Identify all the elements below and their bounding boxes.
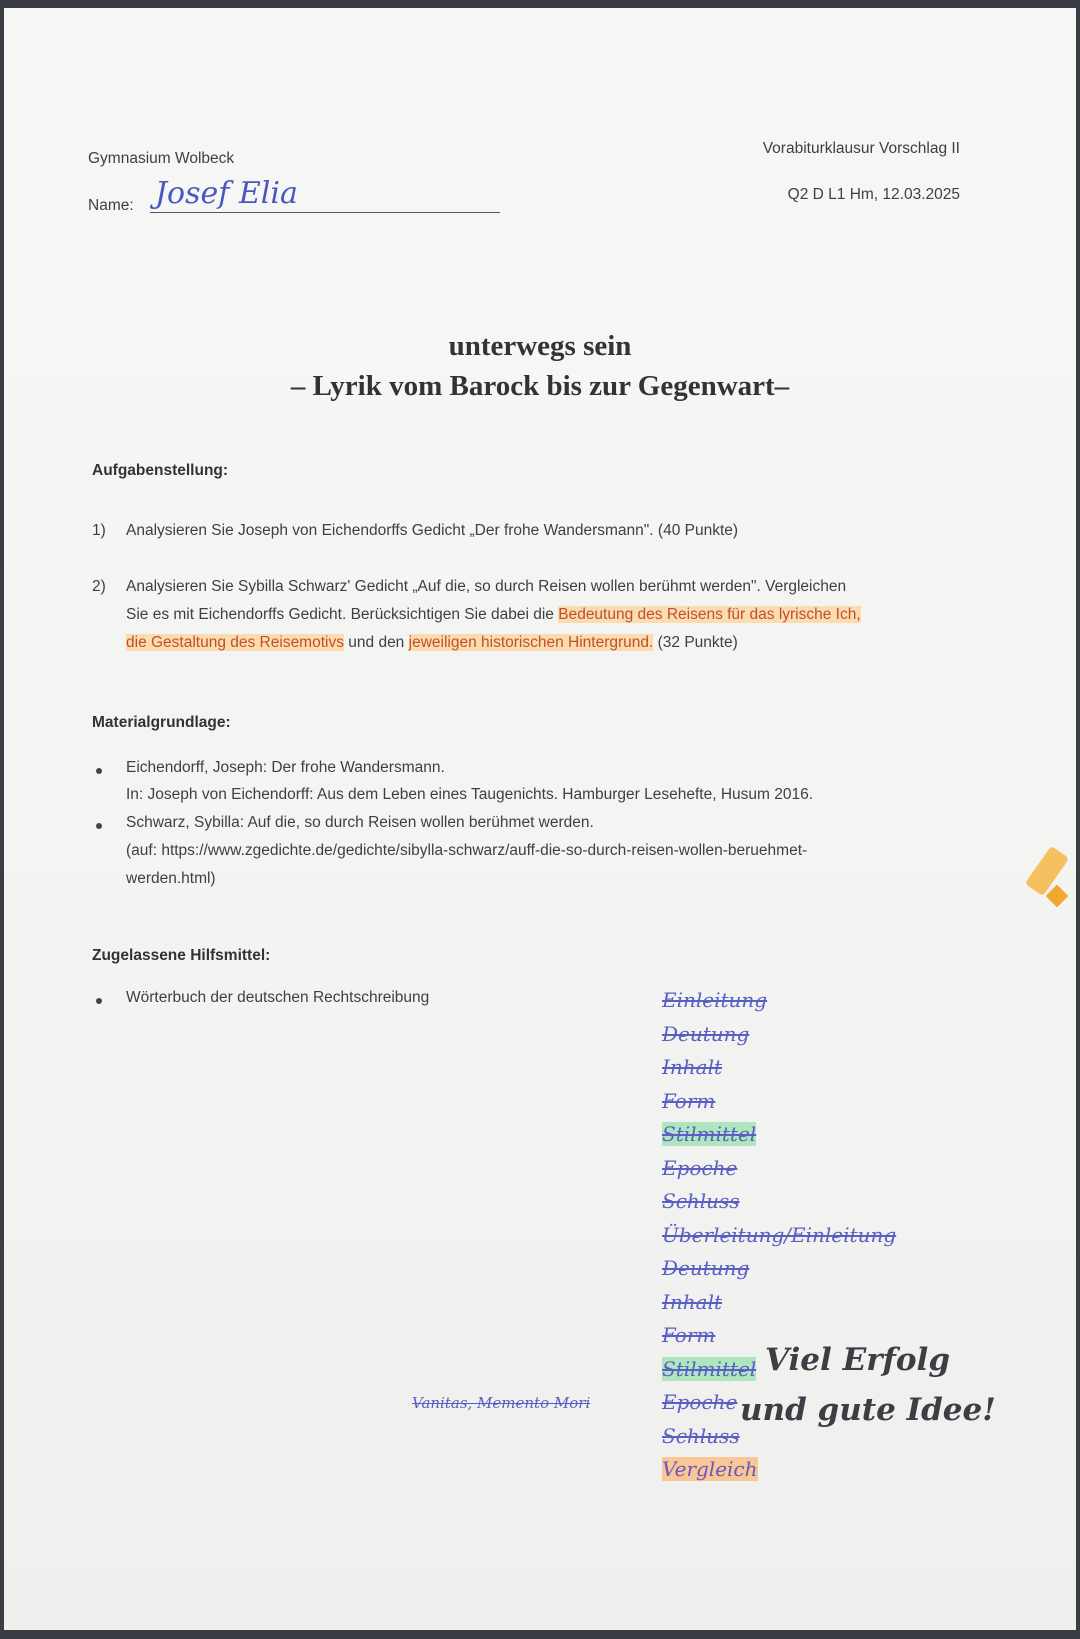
bullet-icon	[96, 768, 102, 774]
outline-item: Überleitung/Einleitung	[662, 1222, 897, 1247]
name-label: Name:	[88, 197, 134, 214]
task-2-line1: Analysieren Sie Sybilla Schwarz' Gedicht „Auf die, so durch Reisen wollen berühmt werden". Vergleichen	[126, 578, 847, 595]
task-number: 2)	[92, 578, 106, 595]
course-date: Q2 D L1 Hm, 12.03.2025	[787, 186, 960, 203]
highlighted-text: die Gestaltung des Reisemotivs	[126, 634, 344, 651]
material-2-line2: (auf: https://www.zgedichte.de/gedichte/sibylla-schwarz/auff-die-so-durch-reisen-wollen-beruehmet-	[126, 842, 808, 859]
material-2-line1: Schwarz, Sybilla: Auf die, so durch Reisen wollen berühmet werden.	[126, 814, 594, 831]
student-name: Josef Elia	[155, 176, 298, 211]
bullet-icon	[96, 823, 102, 829]
task-2-line3	[126, 634, 738, 652]
outline-item: Inhalt	[662, 1055, 723, 1079]
text: (32 Punkte)	[653, 634, 738, 651]
bullet-icon	[96, 998, 102, 1004]
outline-item: Stilmittel	[662, 1356, 757, 1381]
aids-heading: Zugelassene Hilfsmittel:	[92, 947, 271, 964]
task-1: Analysieren Sie Joseph von Eichendorffs Gedicht „Der frohe Wandersmann". (40 Punkte)	[126, 522, 739, 539]
sticky-note-tab	[1025, 846, 1069, 896]
task-number: 1)	[92, 522, 106, 539]
text: und den	[343, 634, 409, 651]
material-heading: Materialgrundlage:	[92, 714, 231, 731]
material-2-line3: werden.html)	[126, 870, 216, 887]
school-name: Gymnasium Wolbeck	[88, 150, 235, 167]
outline-item: Stilmittel	[662, 1122, 757, 1146]
outline-item: Deutung	[662, 1021, 750, 1046]
handwritten-greeting-line1: Viel Erfolg	[765, 1342, 951, 1378]
handwritten-side-note: Vanitas, Memento Mori	[412, 1394, 591, 1412]
material-1-line2: In: Joseph von Eichendorff: Aus dem Leben eines Taugenichts. Hamburger Lesehefte, Husum 2016.	[126, 786, 814, 803]
material-1-line1: Eichendorff, Joseph: Der frohe Wandersmann.	[126, 759, 445, 776]
text: Sie es mit Eichendorffs Gedicht. Berücksichtigen Sie dabei die	[126, 606, 559, 623]
outline-item: Form	[662, 1088, 716, 1113]
outline-item: Vergleich	[662, 1457, 758, 1481]
outline-item: Einleitung	[662, 988, 768, 1012]
outline-item: Schluss	[662, 1189, 740, 1213]
name-line	[150, 212, 500, 213]
page-subtitle: – Lyrik vom Barock bis zur Gegenwart–	[290, 370, 790, 402]
page-title: unterwegs sein	[448, 330, 632, 362]
highlighted-text: Bedeutung des Reisens für das lyrische Ich,	[558, 606, 861, 623]
task-2-line2	[126, 606, 861, 624]
exam-title: Vorabiturklausur Vorschlag II	[762, 140, 960, 157]
outline-item: Epoche	[662, 1390, 738, 1414]
highlighted-text: jeweiligen historischen Hintergrund.	[408, 634, 654, 651]
aid-item: Wörterbuch der deutschen Rechtschreibung	[126, 989, 430, 1006]
outline-item: Schluss	[662, 1423, 740, 1448]
sticky-note-tab	[1046, 885, 1069, 908]
outline-item: Epoche	[662, 1155, 738, 1180]
outline-item: Deutung	[662, 1256, 750, 1280]
handwritten-greeting-line2: und gute Idee!	[740, 1392, 996, 1428]
tasks-heading: Aufgabenstellung:	[92, 462, 229, 479]
outline-item: Inhalt	[662, 1289, 723, 1314]
outline-item: Form	[662, 1323, 716, 1347]
